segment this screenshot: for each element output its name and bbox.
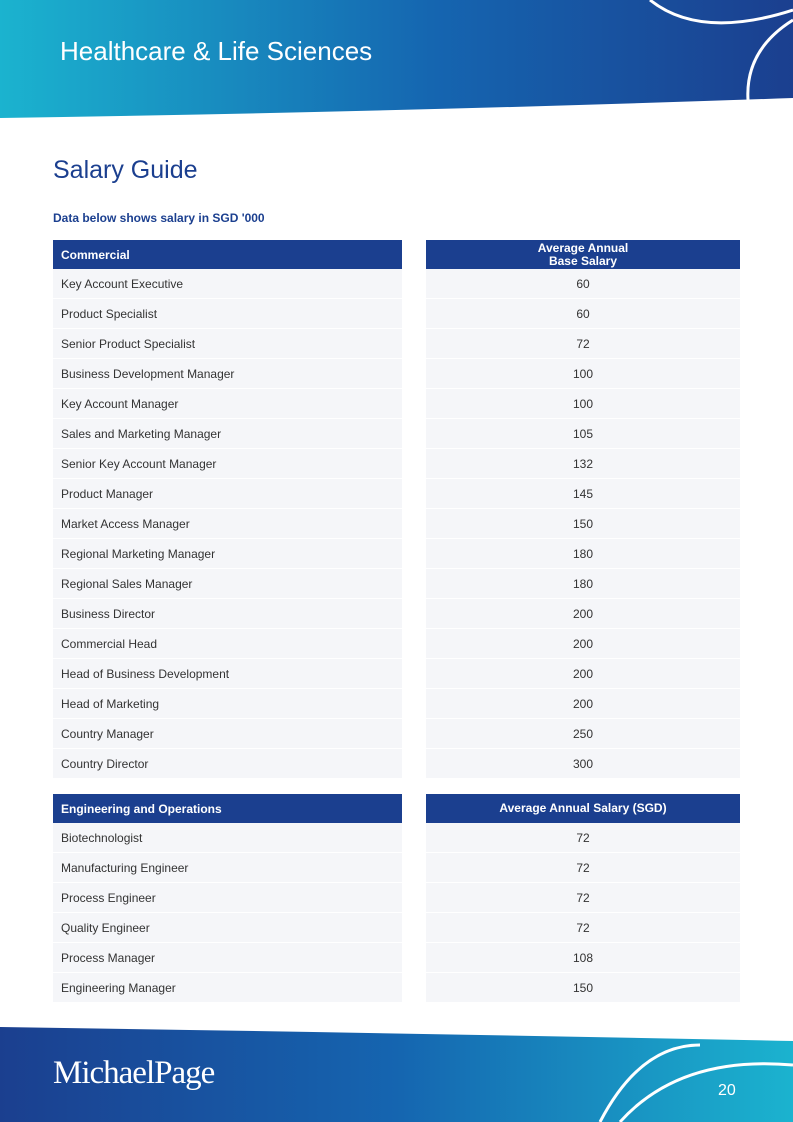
table-row	[53, 659, 740, 689]
salary-cell: 100	[426, 359, 740, 388]
column-header-salary: Average Annual Salary (SGD)	[426, 794, 740, 823]
role-cell: Key Account Executive	[53, 269, 402, 298]
salary-cell: 200	[426, 599, 740, 628]
salary-table-engineering	[53, 794, 740, 1003]
salary-cell: 60	[426, 269, 740, 298]
salary-cell: 200	[426, 689, 740, 718]
salary-cell: 72	[426, 329, 740, 358]
table-row	[53, 479, 740, 509]
michael-page-logo: MichaelPage	[53, 1055, 215, 1091]
salary-cell: 200	[426, 629, 740, 658]
role-cell: Engineering Manager	[53, 973, 402, 1002]
salary-cell: 150	[426, 509, 740, 538]
salary-cell: 145	[426, 479, 740, 508]
table-row	[53, 539, 740, 569]
role-cell: Head of Marketing	[53, 689, 402, 718]
table-row	[53, 509, 740, 539]
role-cell: Quality Engineer	[53, 913, 402, 942]
table-row	[53, 449, 740, 479]
role-cell: Manufacturing Engineer	[53, 853, 402, 882]
table-row	[53, 419, 740, 449]
table-row	[53, 943, 740, 973]
salary-cell: 72	[426, 913, 740, 942]
role-cell: Process Engineer	[53, 883, 402, 912]
role-cell: Country Manager	[53, 719, 402, 748]
table-row	[53, 719, 740, 749]
table-body	[53, 269, 740, 779]
table-row	[53, 689, 740, 719]
salary-cell: 300	[426, 749, 740, 778]
salary-cell: 72	[426, 883, 740, 912]
salary-cell: 105	[426, 419, 740, 448]
table-row	[53, 823, 740, 853]
role-cell: Business Development Manager	[53, 359, 402, 388]
page-header-title: Healthcare & Life Sciences	[60, 36, 373, 66]
role-cell: Biotechnologist	[53, 823, 402, 852]
salary-cell: 150	[426, 973, 740, 1002]
salary-cell: 250	[426, 719, 740, 748]
table-row	[53, 569, 740, 599]
table-row	[53, 629, 740, 659]
role-cell: Key Account Manager	[53, 389, 402, 418]
table-row	[53, 359, 740, 389]
column-header-salary-line1: Average Annual	[537, 240, 629, 255]
table-header	[53, 240, 740, 269]
role-cell: Regional Sales Manager	[53, 569, 402, 598]
salary-cell: 72	[426, 853, 740, 882]
role-cell: Business Director	[53, 599, 402, 628]
table-row	[53, 329, 740, 359]
role-cell: Process Manager	[53, 943, 402, 972]
role-cell: Senior Product Specialist	[53, 329, 402, 358]
salary-cell: 132	[426, 449, 740, 478]
table-row	[53, 749, 740, 779]
salary-cell: 180	[426, 569, 740, 598]
table-row	[53, 299, 740, 329]
column-header-role: Commercial	[53, 240, 402, 269]
table-body	[53, 823, 740, 1003]
salary-cell: 180	[426, 539, 740, 568]
salary-cell: 60	[426, 299, 740, 328]
table-row	[53, 883, 740, 913]
salary-cell: 100	[426, 389, 740, 418]
table-row	[53, 269, 740, 299]
salary-cell: 72	[426, 823, 740, 852]
page-number: 20	[718, 1082, 736, 1099]
table-row	[53, 389, 740, 419]
column-header-salary	[426, 240, 740, 269]
role-cell: Senior Key Account Manager	[53, 449, 402, 478]
role-cell: Market Access Manager	[53, 509, 402, 538]
table-row	[53, 973, 740, 1003]
role-cell: Country Director	[53, 749, 402, 778]
salary-cell: 108	[426, 943, 740, 972]
role-cell: Sales and Marketing Manager	[53, 419, 402, 448]
section-title: Salary Guide	[53, 156, 198, 184]
role-cell: Product Manager	[53, 479, 402, 508]
role-cell: Product Specialist	[53, 299, 402, 328]
table-row	[53, 853, 740, 883]
data-note: Data below shows salary in SGD '000	[53, 211, 265, 225]
table-row	[53, 913, 740, 943]
column-header-salary-line2: Base Salary	[548, 253, 618, 268]
role-cell: Regional Marketing Manager	[53, 539, 402, 568]
salary-table-commercial	[53, 240, 740, 779]
table-row	[53, 599, 740, 629]
role-cell: Head of Business Development	[53, 659, 402, 688]
role-cell: Commercial Head	[53, 629, 402, 658]
column-header-role: Engineering and Operations	[53, 794, 402, 823]
table-header	[53, 794, 740, 823]
salary-cell: 200	[426, 659, 740, 688]
